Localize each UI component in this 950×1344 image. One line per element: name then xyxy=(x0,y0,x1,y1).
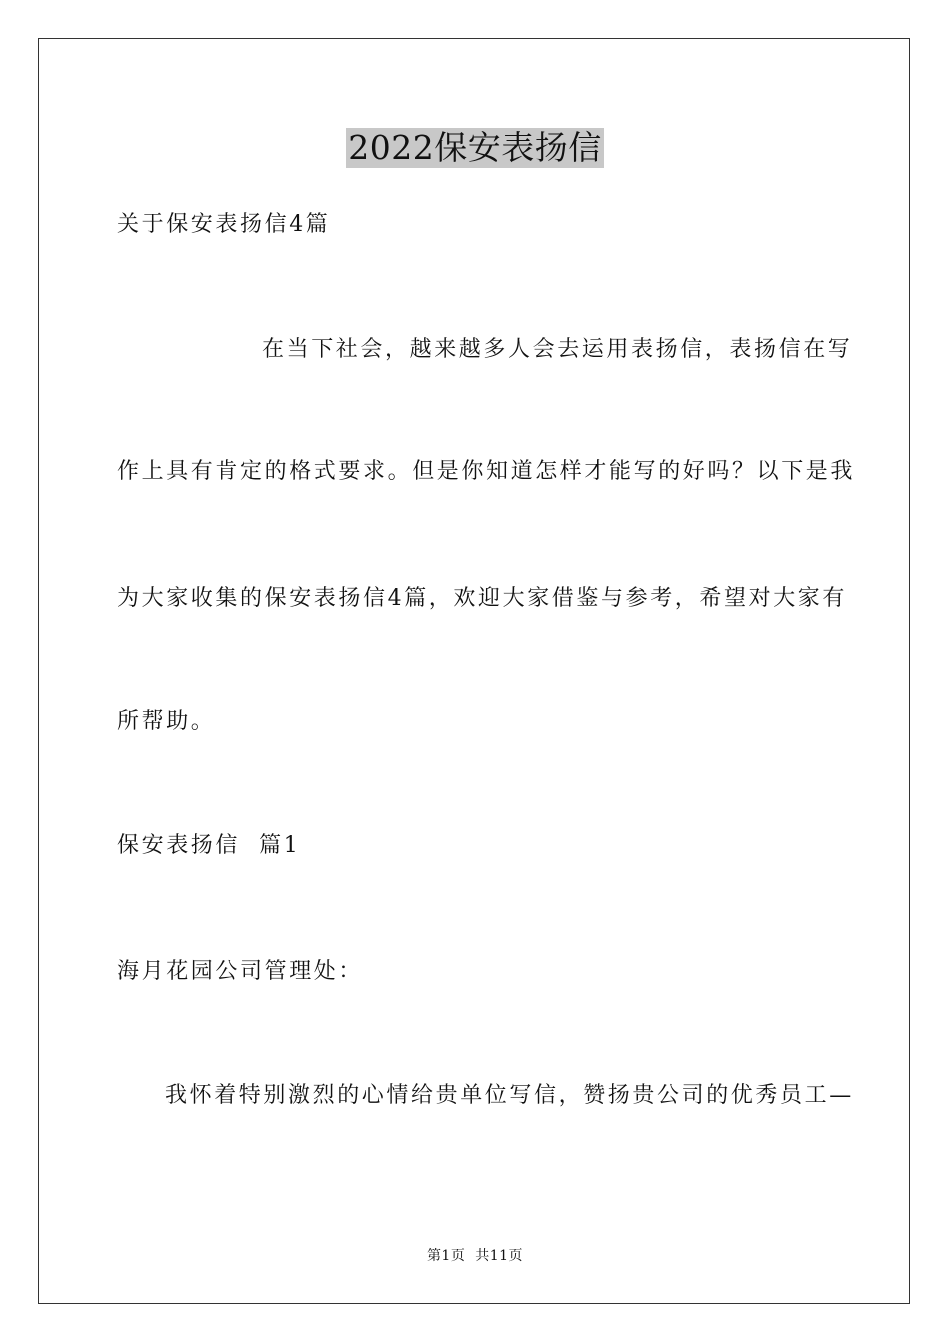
body-line-1: 我怀着特别激烈的心情给贵单位写信，赞扬贵公司的优秀员工— xyxy=(165,1083,854,1108)
section-heading: 保安表扬信 篇1 xyxy=(117,833,301,858)
page-footer: 第1页 共11页 xyxy=(426,1248,524,1264)
document-subtitle: 关于保安表扬信4篇 xyxy=(117,212,331,237)
intro-line-4: 所帮助。 xyxy=(117,709,216,734)
intro-line-1: 在当下社会，越来越多人会去运用表扬信，表扬信在写 xyxy=(262,337,853,362)
document-title: 2022保安表扬信 xyxy=(348,128,602,167)
salutation: 海月花园公司管理处： xyxy=(117,959,364,984)
intro-line-2: 作上具有肯定的格式要求。但是你知道怎样才能写的好吗？以下是我 xyxy=(117,459,856,484)
title-container xyxy=(0,128,950,168)
intro-line-3: 为大家收集的保安表扬信4篇，欢迎大家借鉴与参考，希望对大家有 xyxy=(117,586,847,611)
